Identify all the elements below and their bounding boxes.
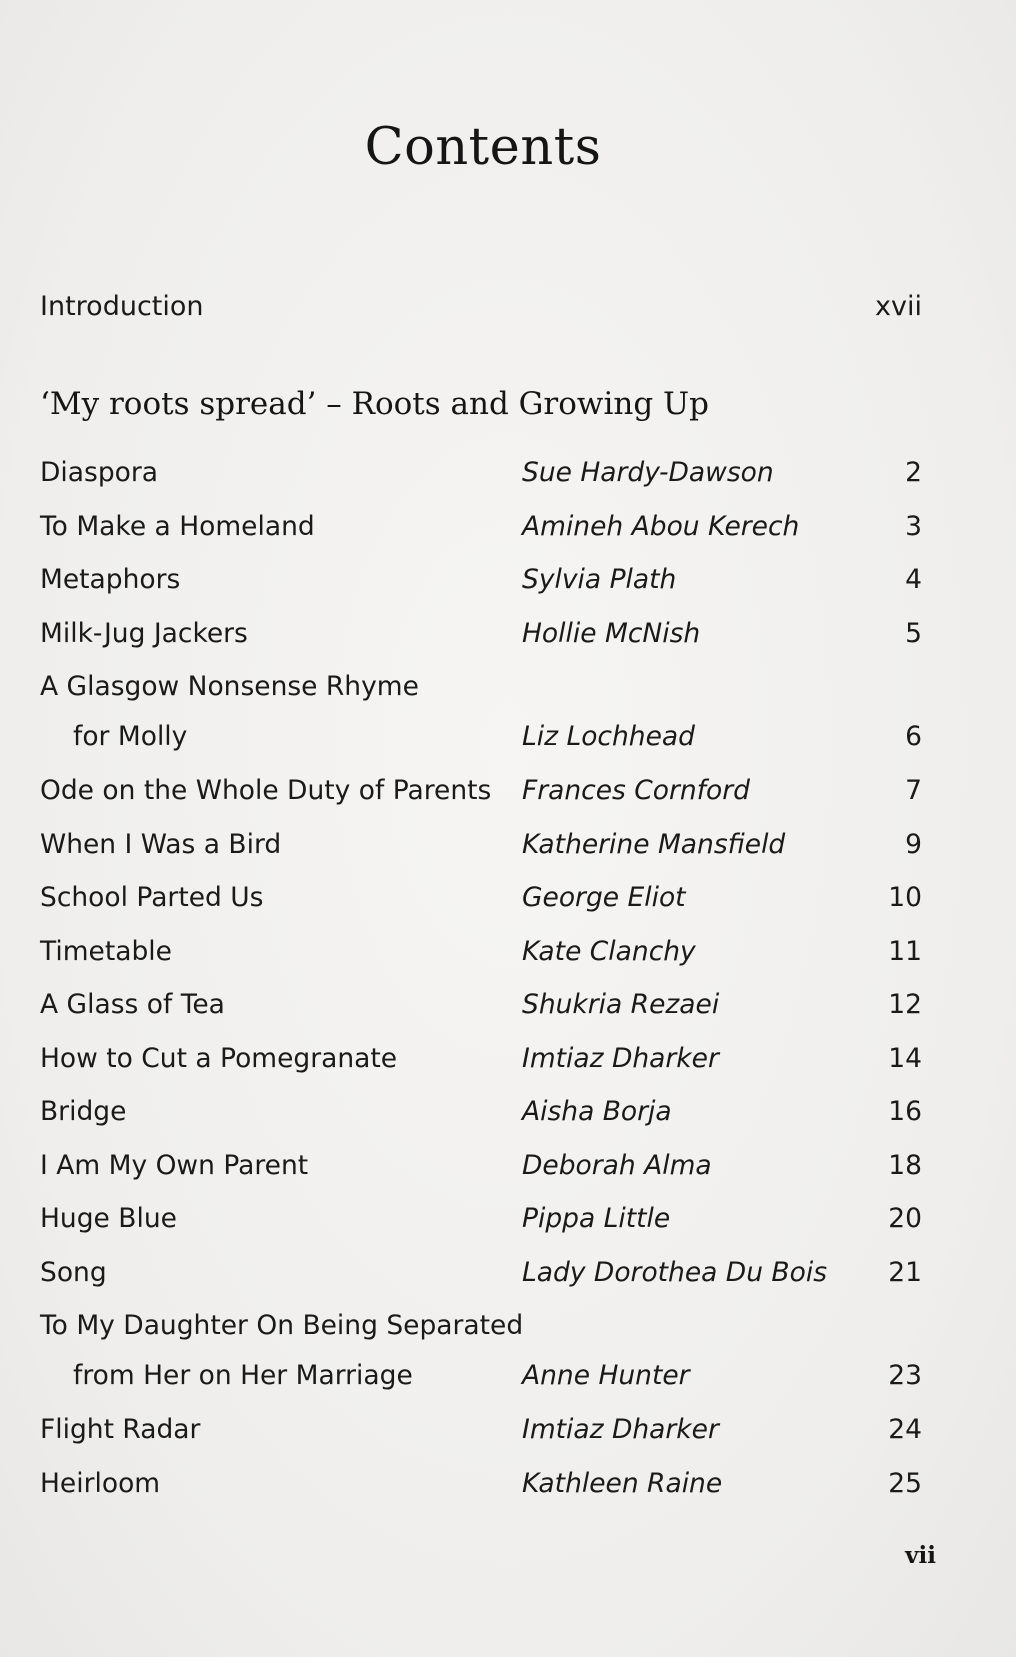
toc-entry	[40, 607, 922, 661]
entry-title: I Am My Own Parent	[40, 1149, 309, 1181]
entry-author: Deborah Alma	[522, 1149, 712, 1181]
entry-author: Aisha Borja	[522, 1096, 672, 1127]
entry-page: 11	[888, 935, 922, 967]
toc-entry	[40, 1139, 922, 1193]
entry-author: Imtiaz Dharker	[522, 1042, 719, 1074]
toc-entry	[40, 1032, 922, 1086]
entry-title: Timetable	[40, 935, 172, 967]
entry-page: 5	[905, 617, 922, 649]
toc-entry	[40, 1192, 922, 1246]
entry-page: 9	[905, 828, 922, 860]
entry-page: 20	[888, 1203, 922, 1234]
entry-author: Katherine Mansfield	[522, 828, 786, 860]
entry-title: Diaspora	[40, 457, 158, 488]
toc-entry	[40, 1085, 922, 1139]
entry-page: 3	[905, 510, 922, 542]
page-number: vii	[905, 1542, 936, 1569]
entry-title: Milk-Jug Jackers	[40, 617, 248, 649]
entry-page: 21	[888, 1256, 922, 1288]
entry-author: Amineh Abou Kerech	[522, 510, 800, 542]
entry-author: Lady Dorothea Du Bois	[522, 1256, 827, 1288]
entry-title: A Glasgow Nonsense Rhyme	[40, 671, 419, 702]
toc-entry	[40, 1299, 922, 1403]
entry-title: Metaphors	[40, 564, 181, 595]
entry-page: 16	[888, 1096, 922, 1127]
entry-page: xvii	[875, 291, 922, 322]
toc-entry	[40, 978, 922, 1032]
entry-page: 25	[888, 1467, 922, 1499]
entry-author: Imtiaz Dharker	[522, 1414, 719, 1445]
entry-title: Introduction	[40, 291, 204, 322]
entry-author: Liz Lochhead	[522, 721, 695, 752]
entry-title: Huge Blue	[40, 1203, 177, 1234]
entry-author: Hollie McNish	[522, 617, 701, 649]
entry-title-continued: from Her on Her Marriage	[73, 1360, 413, 1391]
toc-entry	[40, 1246, 922, 1300]
toc-entry	[40, 500, 922, 554]
entry-title: A Glass of Tea	[40, 989, 225, 1020]
entry-author: Shukria Rezaei	[522, 989, 720, 1020]
entry-author: Sylvia Plath	[522, 564, 677, 595]
toc-entry	[40, 446, 922, 500]
toc-entry	[40, 660, 922, 764]
toc-entry	[40, 764, 922, 818]
toc-list	[40, 446, 922, 1510]
toc-entry	[40, 818, 922, 872]
entry-page: 24	[888, 1414, 922, 1445]
entry-author: Anne Hunter	[522, 1360, 690, 1391]
entry-title: How to Cut a Pomegranate	[40, 1042, 398, 1074]
entry-author: Sue Hardy-Dawson	[522, 457, 774, 488]
section-heading: ‘My roots spread’ – Roots and Growing Up	[40, 386, 709, 422]
entry-author: Kate Clanchy	[522, 935, 696, 967]
toc-entry	[40, 1457, 922, 1511]
entry-author: Pippa Little	[522, 1203, 671, 1234]
toc-entry	[40, 1403, 922, 1457]
toc-entry	[40, 871, 922, 925]
entry-author: Frances Cornford	[522, 775, 750, 806]
entry-page: 4	[905, 564, 922, 595]
entry-title: Ode on the Whole Duty of Parents	[40, 775, 492, 806]
entry-title-continued: for Molly	[73, 721, 188, 752]
entry-title: Flight Radar	[40, 1414, 201, 1445]
entry-page: 10	[888, 882, 922, 913]
entry-title: School Parted Us	[40, 882, 264, 913]
entry-page: 14	[888, 1042, 922, 1074]
entry-page: 7	[905, 775, 922, 806]
entry-page: 12	[888, 989, 922, 1020]
entry-author: George Eliot	[522, 882, 686, 913]
entry-title: Song	[40, 1256, 107, 1288]
entry-title: When I Was a Bird	[40, 828, 282, 860]
toc-entry	[40, 925, 922, 979]
entry-page: 2	[905, 457, 922, 488]
entry-title: Heirloom	[40, 1467, 161, 1499]
entry-title: To My Daughter On Being Separated	[40, 1310, 524, 1341]
entry-title: Bridge	[40, 1096, 127, 1127]
toc-entry-introduction	[40, 290, 922, 324]
entry-author: Kathleen Raine	[522, 1467, 723, 1499]
entry-page: 23	[888, 1360, 922, 1391]
page-title: Contents	[364, 118, 602, 177]
entry-page: 6	[905, 721, 922, 752]
entry-title: To Make a Homeland	[40, 510, 315, 542]
toc-entry	[40, 553, 922, 607]
entry-page: 18	[888, 1149, 922, 1181]
